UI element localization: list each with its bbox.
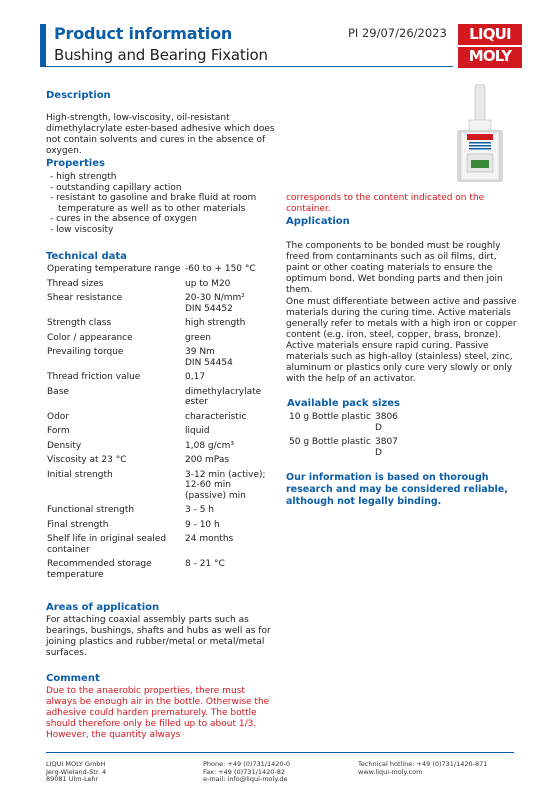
properties-heading: Properties <box>46 158 105 169</box>
tech-value: 24 months <box>185 534 234 544</box>
footer-contact <box>203 761 290 784</box>
pack-sizes-table <box>289 412 398 462</box>
tech-value: up to M20 <box>185 278 231 289</box>
comment-continued: corresponds to the content indicated on the container. <box>286 193 485 214</box>
tech-value: 8 - 21 °C <box>185 559 225 569</box>
table-row <box>289 437 398 462</box>
footer-line: Fax: +49 (0)731/1420-82 <box>203 767 285 776</box>
list-item: - cures in the absence of oxygen <box>50 214 282 225</box>
product-bottle-image <box>455 84 507 182</box>
tech-label: Shear resistance <box>47 293 123 303</box>
tech-label: Operating temperature range <box>47 264 181 274</box>
table-row <box>47 333 287 348</box>
tech-value: 200 mPas <box>185 455 230 465</box>
comment-heading: Comment <box>46 673 100 684</box>
application-para2: One must differentiate between active and passive materials during the curing time. Active materials generally refer to metals with a high iron or copper content (e.g. iron, steel, copper, brass, bronze). Active materials ensure rapid curing. Passive materials such as high-alloy (stainless) steel, zinc, aluminum or plastics only cure very slowly or only with the help of an activator. <box>286 297 517 384</box>
table-row <box>47 505 287 520</box>
areas-text: For attaching coaxial assembly parts such as bearings, bushings, shafts and hubs as well as for joining plastics and rubber/metal or metal/metal surfaces. <box>46 615 271 658</box>
table-row <box>47 264 287 279</box>
tech-value: 3-12 min (active); 12-60 min (passive) min <box>185 469 266 501</box>
tech-value: green <box>185 332 211 343</box>
table-row <box>47 387 287 412</box>
areas-heading: Areas of application <box>46 602 160 613</box>
footer-line: Jerg-Wieland-Str. 4 <box>46 767 107 776</box>
tech-value: 9 - 10 h <box>185 519 220 530</box>
tech-value: 0,17 <box>185 372 206 382</box>
description-heading: Description <box>46 90 111 101</box>
application-heading: Application <box>286 216 350 227</box>
tech-label: Density <box>47 440 82 451</box>
table-row <box>47 470 287 506</box>
header-accent-bar <box>40 24 46 66</box>
description-text: High-strength, low-viscosity, oil-resistant dimethylacrylate ester-based adhesive which does not contain solvents and cures in the absence of oxygen. <box>46 113 275 156</box>
footer-line: www.liqui-moly.com <box>358 767 423 776</box>
table-row <box>47 455 287 470</box>
page-title: Product information <box>54 24 233 43</box>
tech-label: Prevailing torque <box>47 347 124 357</box>
table-row <box>47 520 287 535</box>
logo-text-top: LIQUI <box>469 25 511 43</box>
tech-label: Base <box>47 386 69 397</box>
tech-value: 39 Nm DIN 54454 <box>185 347 233 368</box>
table-row <box>47 426 287 441</box>
tech-label: Odor <box>47 411 70 422</box>
footer-line: 89081 Ulm-Lehr <box>46 775 99 783</box>
tech-value: dimethylacrylate ester <box>185 386 262 407</box>
tech-value: 20-30 N/mm² DIN 54452 <box>185 293 245 314</box>
tech-label: Viscosity at 23 °C <box>47 455 127 465</box>
application-para1: The components to be bonded must be roughly freed from contaminants such as oil films, dirt, paint or other coating materials to ensure the optimum bond. Wet bonding parts and then join them. <box>286 241 503 295</box>
table-row <box>47 412 287 427</box>
table-row <box>47 372 287 387</box>
tech-label: Functional strength <box>47 505 135 515</box>
packs-heading: Available pack sizes <box>287 398 401 409</box>
tech-label: Initial strength <box>47 469 113 480</box>
list-item: - resistant to gasoline and brake fluid at room temperature as well as to other materials <box>50 193 282 214</box>
tech-label: Thread friction value <box>47 372 141 382</box>
tech-value: characteristic <box>185 411 247 422</box>
tech-label: Thread sizes <box>47 278 104 289</box>
tech-value: high strength <box>185 318 246 328</box>
page-subtitle: Bushing and Bearing Fixation <box>54 46 268 64</box>
document-id: PI 29/07/26/2023 <box>348 26 447 40</box>
footer-divider <box>46 752 514 753</box>
table-row <box>47 318 287 333</box>
pack-code: 3806 D <box>375 412 398 433</box>
footer-line: Phone: +49 (0)731/1420-0 <box>203 760 291 768</box>
pack-size: 50 g Bottle plastic <box>289 437 371 447</box>
tech-label: Form <box>47 426 70 436</box>
table-row <box>47 347 287 372</box>
list-item: - outstanding capillary action <box>50 183 282 194</box>
table-row <box>47 279 287 294</box>
tech-label: Strength class <box>47 318 112 328</box>
footer-company <box>46 761 106 784</box>
pack-size: 10 g Bottle plastic <box>289 412 371 422</box>
footer-hotline <box>358 761 487 776</box>
logo-text-bottom: MOLY <box>458 45 522 65</box>
tech-value: 1,08 g/cm³ <box>185 440 234 451</box>
tech-label: Color / appearance <box>47 332 133 343</box>
tech-value: liquid <box>185 426 210 436</box>
table-row <box>47 534 287 559</box>
technical-data-table <box>47 264 287 584</box>
tech-label: Shelf life in original sealed container <box>47 534 167 555</box>
technical-data-heading: Technical data <box>46 251 127 262</box>
footer-line: e-mail: info@liqui-moly.de <box>203 775 288 783</box>
pack-code: 3807 D <box>375 437 398 458</box>
table-row <box>47 441 287 456</box>
tech-label: Final strength <box>47 519 109 530</box>
disclaimer-text: Our information is based on thorough research and may be considered reliable, although not legally binding. <box>286 472 508 507</box>
table-row <box>47 559 287 584</box>
tech-value: -60 to + 150 °C <box>185 264 256 274</box>
footer-line: LIQUI MOLY GmbH <box>46 760 106 768</box>
tech-label: Recommended storage temperature <box>47 559 152 580</box>
header-underline <box>40 66 453 67</box>
comment-text: Due to the anaerobic properties, there must always be enough air in the bottle. Otherwise the adhesive could harden prematurely. The bottle should therefore only be filled up to about 1/3. However, the quantity always <box>46 686 270 740</box>
brand-logo <box>458 24 522 68</box>
list-item: - high strength <box>50 172 282 183</box>
footer-line: Technical hotline: +49 (0)731/1420-871 <box>358 760 488 768</box>
tech-value: 3 - 5 h <box>185 505 214 515</box>
properties-list <box>50 172 282 235</box>
table-row <box>289 412 398 437</box>
list-item: - low viscosity <box>50 225 282 236</box>
table-row <box>47 293 287 318</box>
